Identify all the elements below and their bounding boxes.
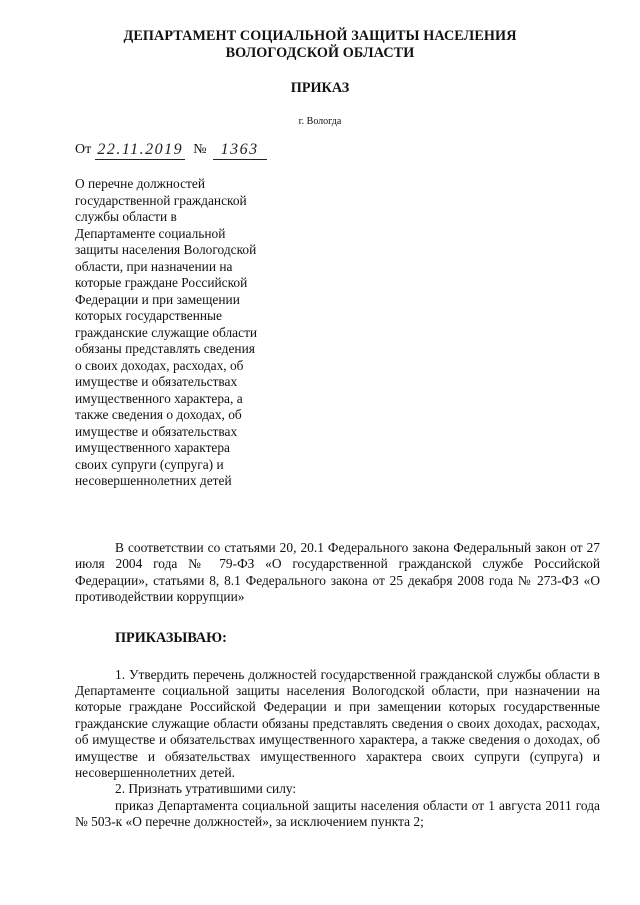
subject-line: которые граждане Российской bbox=[75, 275, 248, 290]
order-body bbox=[75, 540, 600, 831]
subject-line: Федерации и при замещении bbox=[75, 291, 240, 307]
item-2-paragraph: 2. Признать утратившими силу: bbox=[115, 781, 297, 797]
subject-line: имущественного характера, а bbox=[75, 390, 243, 406]
handwritten-date: 22.11.2019 bbox=[95, 141, 185, 160]
subject-line: защиты населения Вологодской bbox=[75, 242, 257, 257]
number-label: № bbox=[193, 142, 207, 157]
city-label: г. Вологда bbox=[298, 116, 342, 127]
department-name-line-2: ВОЛОГОДСКОЙ ОБЛАСТИ bbox=[225, 45, 415, 61]
subject-line: гражданские служащие области bbox=[75, 324, 258, 340]
department-header bbox=[0, 28, 640, 62]
spacer bbox=[75, 606, 600, 630]
order-title: ПРИКАЗ bbox=[290, 80, 350, 96]
subject-line: своих супруги (супруга) и bbox=[75, 456, 224, 472]
subject-line: службы области в bbox=[75, 209, 177, 224]
item-2-sub-paragraph: приказ Департамента социальной защиты населения области от 1 августа 2011 года № 503-к «О перечне должностей», за исключением пункта 2; bbox=[75, 797, 600, 830]
date-label: От bbox=[75, 142, 92, 157]
subject-line: несовершеннолетних детей bbox=[75, 473, 232, 488]
item-1-paragraph: 1. Утвердить перечень должностей государственной гражданской службы области в Департаменте социальной защиты населения Вологодской области, при назначении на которые граждане Российской Федерации и при замещении которых государственные гражданские служащие области обязаны представлять сведения о своих доходах, расходах, об имуществе и обязательствах имущественного характера, а также сведения о доходах, об имуществе и обязательствах имущественного характера своих супруги (супруга) и несовершеннолетних детей. bbox=[75, 666, 600, 781]
subject-line: имущественного характера bbox=[75, 440, 230, 455]
handwritten-number: 1363 bbox=[213, 141, 267, 160]
subject-line: о своих доходах, расходах, об bbox=[75, 357, 244, 373]
decree-heading: ПРИКАЗЫВАЮ: bbox=[115, 629, 227, 646]
subject-line: области, при назначении на bbox=[75, 258, 233, 274]
order-date-number-line bbox=[75, 140, 267, 164]
preamble-paragraph: В соответствии со статьями 20, 20.1 Федерального закона Федеральный закон от 27 июля 2004 года № 79-ФЗ «О государственной гражданской службе Российской Федерации», статьями 8, 8.1 Федерального закона от 25 декабря 2008 года № 273-ФЗ «О противодействии коррупции» bbox=[75, 540, 600, 605]
department-name-line-1: ДЕПАРТАМЕНТ СОЦИАЛЬНОЙ ЗАЩИТЫ НАСЕЛЕНИЯ bbox=[123, 28, 517, 44]
spacer bbox=[75, 647, 600, 667]
subject-line: также сведения о доходах, об bbox=[75, 407, 242, 422]
order-subject bbox=[75, 176, 295, 490]
subject-line: государственной гражданской bbox=[75, 192, 247, 208]
subject-line: имуществе и обязательствах bbox=[75, 374, 238, 389]
subject-line: О перечне должностей bbox=[75, 176, 205, 191]
subject-line: имуществе и обязательствах bbox=[75, 423, 238, 439]
subject-line: которых государственные bbox=[75, 308, 222, 323]
subject-line: Департаменте социальной bbox=[75, 225, 226, 241]
subject-line: обязаны представлять сведения bbox=[75, 341, 255, 356]
